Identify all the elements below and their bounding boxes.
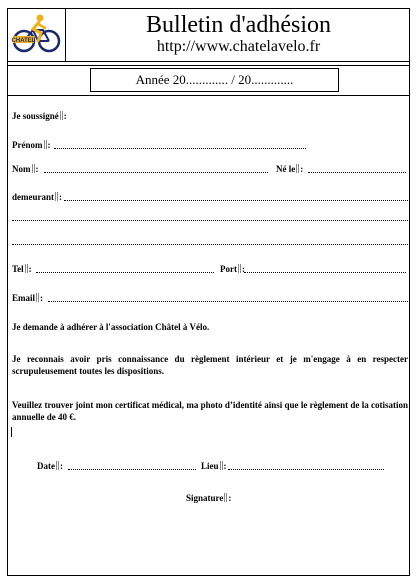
nom-field[interactable] xyxy=(44,172,268,173)
address-field-line1[interactable] xyxy=(64,200,408,201)
port-field[interactable] xyxy=(244,272,406,273)
tel-label: Tel : xyxy=(12,264,32,274)
paragraph-rules: Je reconnais avoir pris connaissance du règlement intérieur et je m'engage à en respecter scrupuleusement toutes les dispositions. xyxy=(12,354,408,376)
prenom-field[interactable] xyxy=(54,148,306,149)
prenom-label: Prénom : xyxy=(12,140,51,150)
form-frame xyxy=(7,8,410,576)
website-url: http://www.chatelavelo.fr xyxy=(156,38,321,55)
divider xyxy=(8,65,409,66)
tel-field[interactable] xyxy=(36,272,214,273)
paragraph-documents: Veuillez trouver joint mon certificat médical, ma photo d’identité ainsi que le règlement de la cotisation annuelle de 40 €. xyxy=(12,400,408,422)
text-cursor xyxy=(11,427,12,437)
lieu-label: Lieu : xyxy=(201,461,227,471)
header-row xyxy=(8,9,409,62)
date-field[interactable] xyxy=(68,469,196,470)
address-field-line3[interactable] xyxy=(12,244,408,245)
nom-label: Nom : xyxy=(12,164,39,174)
email-label: Email : xyxy=(12,293,44,303)
soussigne-label: Je soussigné : xyxy=(12,111,67,121)
address-field-line2[interactable] xyxy=(12,220,408,221)
date-label: Date : xyxy=(37,461,63,471)
lieu-field[interactable] xyxy=(228,469,384,470)
paragraph-membership: Je demande à adhérer à l'association Châtel à Vélo. xyxy=(12,322,210,332)
svg-text:CHATEL: CHATEL xyxy=(11,38,36,44)
signature-label: Signature : xyxy=(186,493,232,503)
page-title: Bulletin d'adhésion xyxy=(146,12,331,38)
divider xyxy=(8,95,409,96)
cyclist-logo-icon xyxy=(11,12,61,56)
year-field[interactable]: Année 20............. / 20............. xyxy=(90,68,339,92)
email-field[interactable] xyxy=(48,301,408,302)
port-label: Port : xyxy=(220,264,245,274)
birthdate-field[interactable] xyxy=(308,172,406,173)
logo-cell xyxy=(8,9,66,61)
demeurant-label: demeurant : xyxy=(12,192,62,202)
ne-le-label: Né le : xyxy=(276,164,304,174)
